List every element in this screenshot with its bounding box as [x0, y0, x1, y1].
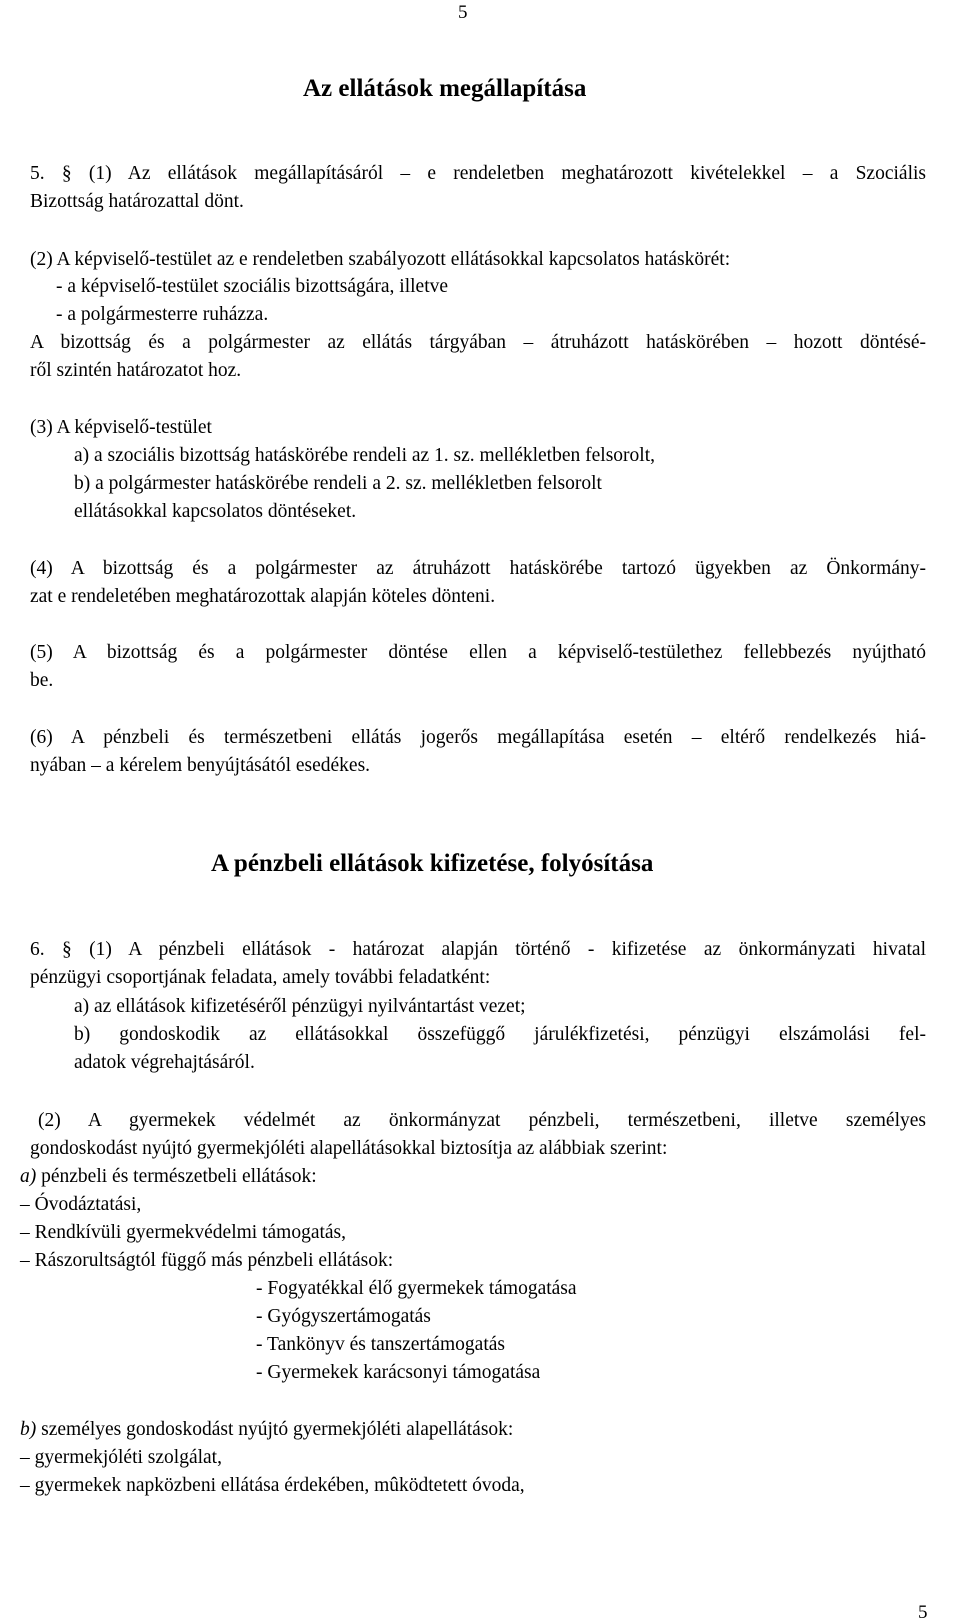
paragraph-line: a) a szociális bizottság hatáskörébe rendeli az 1. sz. mellékletben felsorolt,: [74, 445, 655, 466]
sub-list-item: - Tankönyv és tanszertámogatás: [256, 1334, 505, 1355]
paragraph-line: a) az ellátások kifizetéséről pénzügyi nyilvántartást vezet;: [74, 996, 526, 1017]
paragraph-line: gondoskodást nyújtó gyermekjóléti alapellátásokkal biztosítja az alábbiak szerint:: [30, 1138, 668, 1159]
paragraph-line: 6. § (1) A pénzbeli ellátások - határozat alapján történő - kifizetése az önkormányzati hivatal: [30, 939, 926, 960]
list-item: – Óvodáztatási,: [20, 1194, 142, 1215]
paragraph-line: zat e rendeletében meghatározottak alapján köteles dönteni.: [30, 586, 496, 607]
paragraph-line: 5. § (1) Az ellátások megállapításáról – e rendeletben meghatározott kivételekkel – a Szociális: [30, 163, 926, 184]
paragraph-line: nyában – a kérelem benyújtásától esedékes.: [30, 755, 371, 776]
paragraph-line: A bizottság és a polgármester az ellátás tárgyában – átruházott hatáskörében – hozott döntésé-: [30, 332, 926, 353]
paragraph-line: adatok végrehajtásáról.: [74, 1052, 255, 1073]
section-heading: Az ellátások megállapítása: [303, 75, 587, 102]
list-heading-text: személyes gondoskodást nyújtó gyermekjóléti alapellátások:: [36, 1419, 514, 1440]
paragraph-line: (2) A gyermekek védelmét az önkormányzat pénzbeli, természetbeni, illetve személyes: [38, 1110, 926, 1131]
section-heading: A pénzbeli ellátások kifizetése, folyósítása: [211, 850, 654, 877]
sub-list-item: - Fogyatékkal élő gyermekek támogatása: [256, 1278, 577, 1299]
page-number-bottom: 5: [918, 1602, 928, 1623]
paragraph-line: pénzügyi csoportjának feladata, amely további feladatként:: [30, 967, 491, 988]
paragraph-line: (3) A képviselő-testület: [30, 417, 212, 438]
list-item: – gyermekjóléti szolgálat,: [20, 1447, 222, 1468]
sub-list-item: - Gyermekek karácsonyi támogatása: [256, 1362, 541, 1383]
list-label: b): [20, 1419, 37, 1440]
list-heading-text: pénzbeli és természetbeli ellátások:: [36, 1166, 317, 1187]
list-heading-a: [20, 1167, 317, 1187]
list-item: – Rászorultságtól függő más pénzbeli ellátások:: [20, 1250, 394, 1271]
paragraph-line: ellátásokkal kapcsolatos döntéseket.: [74, 501, 357, 522]
paragraph-line: Bizottság határozattal dönt.: [30, 191, 244, 212]
paragraph-line: - a képviselő-testület szociális bizottságára, illetve: [56, 276, 449, 297]
paragraph-line: (5) A bizottság és a polgármester döntése ellen a képviselő-testülethez fellebbezés nyújtható: [30, 642, 926, 663]
paragraph-line: - a polgármesterre ruházza.: [56, 304, 269, 325]
list-item: – gyermekek napközbeni ellátása érdekében, mûködtetett óvoda,: [20, 1475, 525, 1496]
paragraph-line: b) gondoskodik az ellátásokkal összefüggő járulékfizetési, pénzügyi elszámolási fel-: [74, 1024, 926, 1045]
list-label: a): [20, 1166, 37, 1187]
list-item: – Rendkívüli gyermekvédelmi támogatás,: [20, 1222, 347, 1243]
paragraph-line: be.: [30, 670, 54, 691]
page-number-top: 5: [458, 2, 468, 23]
paragraph-line: (4) A bizottság és a polgármester az átruházott hatáskörébe tartozó ügyekben az Önkormány-: [30, 558, 926, 579]
paragraph-line: b) a polgármester hatáskörébe rendeli a 2. sz. mellékletben felsorolt: [74, 473, 602, 494]
list-heading-b: [20, 1420, 513, 1440]
paragraph-line: (6) A pénzbeli és természetbeni ellátás jogerős megállapítása esetén – eltérő rendelkezés hiá-: [30, 727, 926, 748]
paragraph-line: (2) A képviselő-testület az e rendeletben szabályozott ellátásokkal kapcsolatos hatáskörét:: [30, 249, 731, 270]
sub-list-item: - Gyógyszertámogatás: [256, 1306, 431, 1327]
paragraph-line: ről szintén határozatot hoz.: [30, 360, 242, 381]
